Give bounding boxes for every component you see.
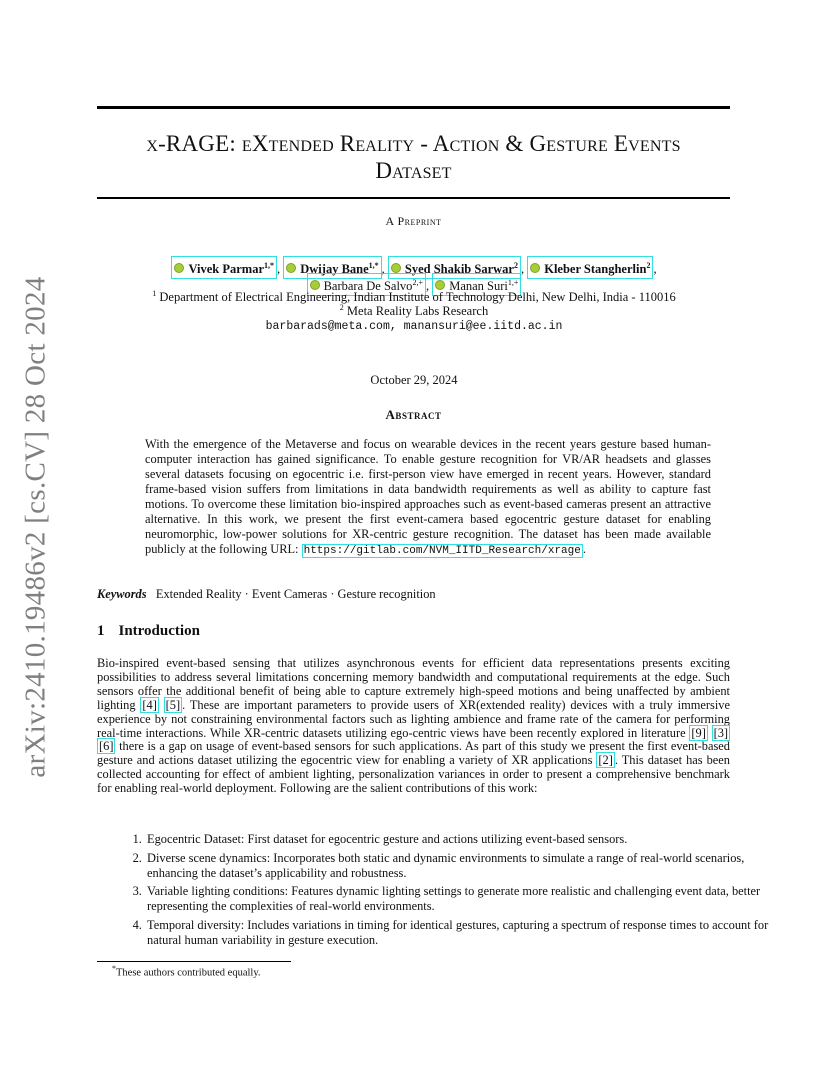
orcid-icon	[286, 263, 296, 273]
abstract-heading: Abstract	[385, 407, 442, 422]
author-name: Vivek Parmar	[188, 262, 264, 277]
keywords-text: Extended Reality · Event Cameras · Gesture recognition	[155, 587, 436, 601]
author-sup: 2,+	[412, 278, 423, 287]
affiliation-sup: 2	[339, 303, 344, 312]
affiliation-2	[60, 303, 768, 319]
section-number: 1	[97, 623, 105, 639]
footnote-text: These authors contributed equally.	[116, 967, 261, 979]
citation-link[interactable]: [9]	[691, 725, 706, 740]
preprint-label: A Preprint	[385, 214, 442, 228]
orcid-icon	[530, 263, 540, 273]
intro-text: Bio-inspired event-based sensing that utilizes asynchronous events for efficient data representations presents exciting possibilities to address several limitations concerning memory bandwidth and computational requirements at the edge. Such sensors offer the additional benefit of being able to capture extremely high-speed motions and being unaffected by ambient lighting	[97, 656, 730, 712]
section-heading	[97, 623, 200, 640]
abstract-text: With the emergence of the Metaverse and focus on wearable devices in the recent years gesture based human-computer interaction has gained significance. To enable gesture recognition for VR/AR headsets and glasses several datasets focusing on egocentric i.e. first-person view have emerged in recent years. However, standard frame-based vision suffers from limitations in data bandwidth requirements as well as ability to capture fast motions. To overcome these limitation bio-inspired approaches such as event-based cameras present an attractive alternative. In this work, we present the first event-camera based egocentric gesture dataset for enabling neuromorphic, low-power solutions for XR-centric gesture recognition. The dataset has been made available publicly at the following URL:	[145, 437, 711, 556]
citation-link[interactable]: [3]	[713, 725, 729, 740]
list-item: 1. Egocentric Dataset: First dataset for egocentric gesture and actions utilizing event-based sensors.	[145, 832, 778, 847]
affiliation-sup: 1	[152, 289, 157, 298]
author-name: Kleber Stangherlin	[544, 262, 647, 277]
author-name: Manan Suri	[449, 279, 508, 294]
dataset-url-link[interactable]: https://gitlab.com/NVM_IITD_Research/xrage	[303, 545, 581, 557]
abstract-body: With the emergence of the Metaverse and focus on wearable devices in the recent years gesture based human-computer interaction has gained significance. To enable gesture recognition for VR/AR headsets and glasses several datasets focusing on egocentric i.e. first-person view have emerged in recent years. However, standard frame-based vision suffers from limitations in data bandwidth requirements as well as ability to capture fast motions. To overcome these limitation bio-inspired approaches such as event-based cameras present an attractive alternative. In this work, we present the first event-camera based egocentric gesture dataset for enabling neuromorphic, low-power solutions for XR-centric gesture recognition. The dataset has been made available publicly at the following URL: https://gitlab.com/NVM_IITD_Research/xrage .	[145, 437, 711, 557]
citation-link[interactable]: [2]	[598, 753, 613, 768]
affiliation-text: Meta Reality Labs Research	[346, 304, 489, 319]
author-name: Barbara De Salvo	[323, 279, 413, 294]
list-item: 4. Temporal diversity: Includes variations in timing for identical gestures, capturing a spectrum of response times to account for natural human variability in gesture execution.	[145, 918, 778, 948]
author-sup: 2	[646, 261, 651, 270]
intro-paragraph	[97, 657, 730, 796]
top-rule	[97, 106, 730, 109]
footnote-mark: *	[112, 964, 116, 973]
citation-link[interactable]: [6]	[99, 739, 114, 754]
paper-date: October 29, 2024	[370, 373, 458, 387]
keywords-line	[97, 587, 730, 602]
intro-text: . This dataset has been collected accounting for effect of ambient lighting, personalization variances in order to present a comprehensive benchmark for enabling real-world deployment. Following are the salient contributions of this work:	[97, 753, 730, 796]
paper-title-line1: x-RAGE: eXtended Reality - Action & Gesture Events	[146, 131, 681, 156]
citation-link[interactable]: [5]	[165, 697, 181, 712]
footnote-rule	[97, 961, 291, 962]
list-item: 3. Variable lighting conditions: Features dynamic lighting settings to generate more realistic and challenging event data, better representing the complexities of real-world environments.	[145, 884, 778, 914]
authors-line-2: Barbara De Salvo$^{2,+}$ , Manan Suri$^{1,+}$	[60, 273, 768, 296]
author-sup: 2	[513, 261, 518, 270]
orcid-icon	[174, 263, 184, 273]
authors-line-1: Vivek Parmar$^{1,*}$ , Dwijay Bane$^{1,*}$ , Syed Shakib Sarwar$^2$ , Kleber Stangherlin$^2$ ,	[60, 256, 768, 279]
arxiv-stamp: arXiv:2410.19486v2 [cs.CV] 28 Oct 2024	[19, 276, 52, 778]
footnote	[112, 964, 261, 979]
bottom-title-rule	[97, 197, 730, 199]
author-sup: 1,*	[264, 261, 274, 270]
author-emails: barbarads@meta.com, manansuri@ee.iitd.ac.in	[265, 320, 563, 333]
paper-title-line2: Dataset	[375, 158, 452, 183]
list-item: 2. Diverse scene dynamics: Incorporates both static and dynamic environments to simulate a range of real-world scenarios, enhancing the dataset’s applicability and robustness.	[145, 851, 778, 881]
section-title: Introduction	[118, 623, 200, 639]
author-sup: 1,*	[368, 261, 379, 270]
affiliation-text: Department of Electrical Engineering, Indian Institute of Technology Delhi, New Delhi, India - 110016	[159, 290, 676, 305]
orcid-icon	[391, 263, 401, 273]
keywords-label: Keywords	[97, 587, 147, 601]
citation-link[interactable]: [4]	[142, 697, 157, 712]
author-name: Dwijay Bane	[300, 262, 369, 277]
intro-text: . These are important parameters to provide users of XR(extended reality) devices with a truly immersive experience by not constraining environmental factors such as lighting ambience and frame rate of the camera for performing real-time interactions. While XR-centric datasets utilizing ego-centric views have been recently explored in literature	[97, 697, 730, 740]
author-sup: 1,+	[507, 278, 519, 287]
author-name: Syed Shakib Sarwar	[404, 262, 514, 277]
contributions-list	[97, 832, 778, 951]
intro-text: there is a gap on usage of event-based sensors for such applications. As part of this study we present the first event-based gesture and actions dataset utilizing the egocentric view for enabling a variety of XR applications	[97, 739, 730, 768]
